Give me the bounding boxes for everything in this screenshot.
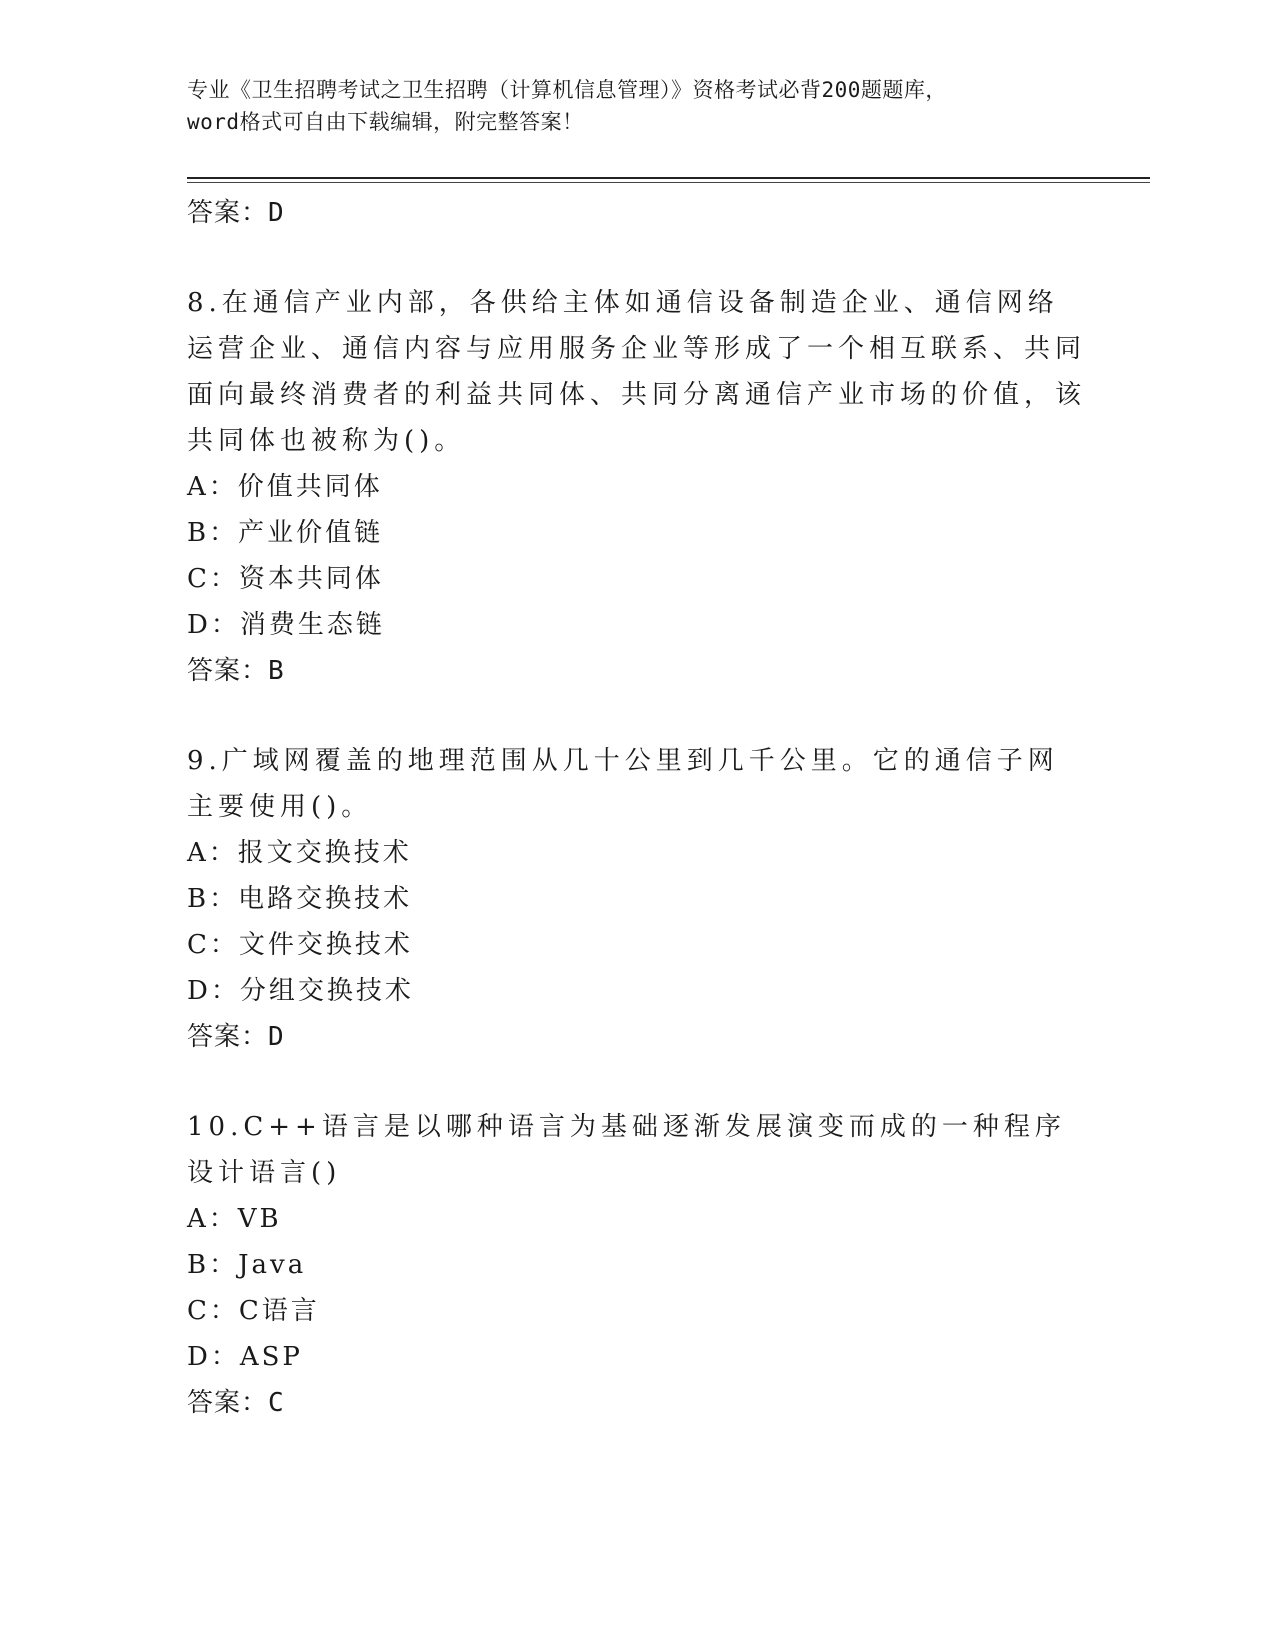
answer-line: 答案：B <box>187 656 285 686</box>
option-d: D：ASP <box>187 1342 303 1372</box>
answer-line: 答案：D <box>187 1022 285 1052</box>
option-a: A：VB <box>187 1204 282 1234</box>
question-content <box>187 190 1087 1426</box>
header-divider-thin <box>187 182 1150 183</box>
header-divider-thick <box>187 177 1150 179</box>
question-10 <box>187 1104 1087 1426</box>
question-stem: 9.广域网覆盖的地理范围从几十公里到几千公里。它的通信子网主要使用()。 <box>187 746 1059 822</box>
option-c: C：文件交换技术 <box>187 930 413 960</box>
option-c: C：C语言 <box>187 1296 320 1326</box>
answer-line: 答案：C <box>187 1388 285 1418</box>
document-header <box>187 74 1087 138</box>
option-b: B：Java <box>187 1250 307 1280</box>
answer-line: 答案：D <box>187 198 285 228</box>
option-b: B：产业价值链 <box>187 518 384 548</box>
option-a: A：价值共同体 <box>187 472 383 502</box>
option-d: D：消费生态链 <box>187 610 385 640</box>
question-stem: 10.C++语言是以哪种语言为基础逐渐发展演变而成的一种程序设计语言() <box>187 1112 1066 1188</box>
header-line-2: word格式可自由下载编辑，附完整答案！ <box>187 110 584 134</box>
header-line-1: 专业《卫生招聘考试之卫生招聘（计算机信息管理）》资格考试必背200题题库， <box>187 78 947 102</box>
option-c: C：资本共同体 <box>187 564 384 594</box>
question-stem: 8.在通信产业内部，各供给主体如通信设备制造企业、通信网络运营企业、通信内容与应用服务企业等形成了一个相互联系、共同面向最终消费者的利益共同体、共同分离通信产业市场的价值，该共同体也被称为()。 <box>187 288 1087 456</box>
option-b: B：电路交换技术 <box>187 884 413 914</box>
question-8 <box>187 280 1087 694</box>
option-d: D：分组交换技术 <box>187 976 414 1006</box>
option-a: A：报文交换技术 <box>187 838 412 868</box>
question-9 <box>187 738 1087 1060</box>
